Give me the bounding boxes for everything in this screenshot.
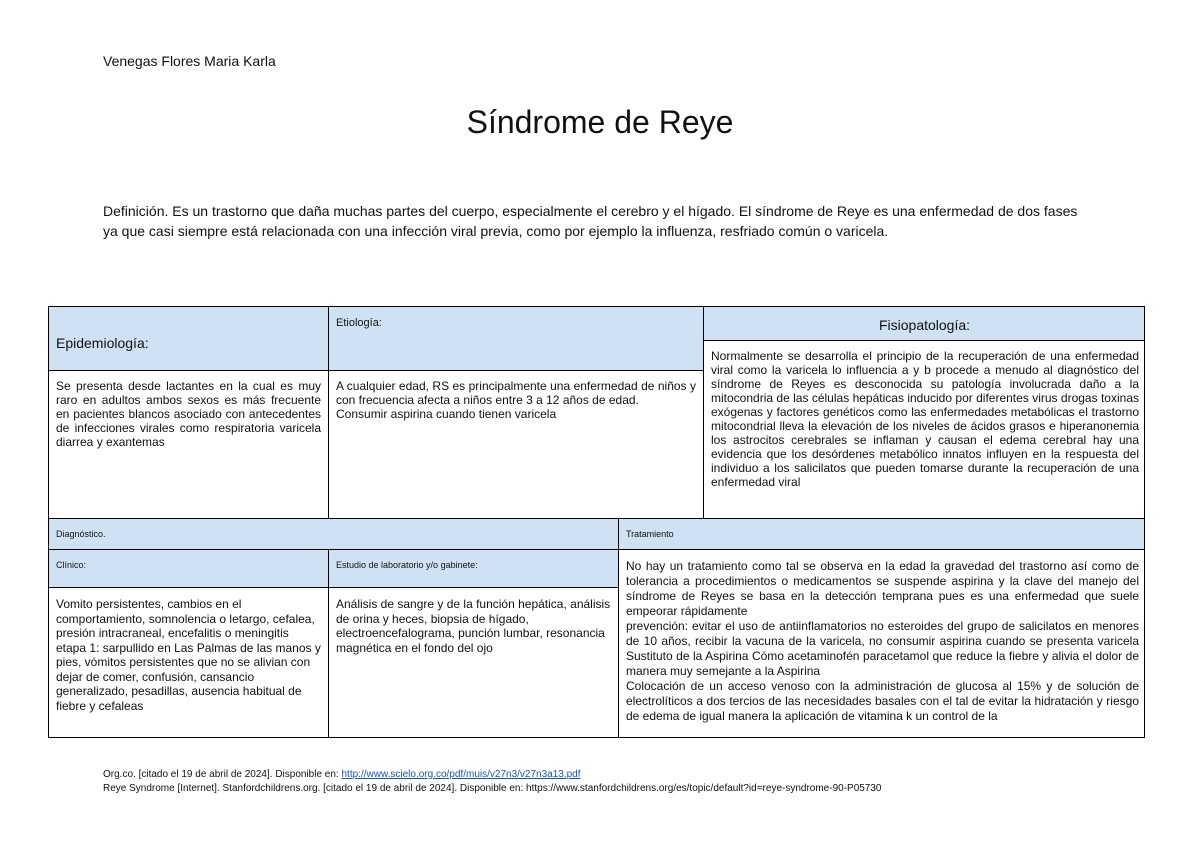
references (103, 768, 882, 796)
laboratorio-text: Análisis de sangre y de la función hepática, análisis de orina y heces, biopsia de hígado, electroencefalograma, punción lumbar, resonancia magnética en el fondo del ojo (329, 588, 619, 738)
author-name: Venegas Flores Maria Karla (103, 53, 276, 69)
tratamiento-header: Tratamiento (619, 519, 1145, 550)
info-table (48, 306, 1145, 738)
tratamiento-text: No hay un tratamiento como tal se observa en la edad la gravedad del trastorno así como de tolerancia a procedimientos o medicamentos se suspende aspirina y la clave del manejo del síndrome de Reyes se basa en la detección temprana pues es una enfermedad que suele empeorar rápidamente prevención: evitar el uso de antiinflamatorios no esteroides del grupo de salicilatos en menores de 10 años, recibir la vacuna de la varicela, no consumir aspirina cuando se presenta varicela Sustituto de la Aspirina Cómo acetaminofén paracetamol que reduce la fiebre y alivia el dolor de manera muy semejante a la Aspirina Colocación de un acceso venoso con la administración de glucosa al 15% y de solución de electrolíticos a dos tercios de las necesidades basales con el tal de evitar la hidratación y riesgo de edema de igual manera la aplicación de vitamina k un control de la (626, 559, 1139, 723)
page-title: Síndrome de Reye (466, 104, 734, 140)
epidemiologia-header: Epidemiología: (49, 307, 329, 371)
etiologia-header: Etiología: (329, 307, 704, 371)
reference-1: Org.co. [citado el 19 de abril de 2024]. Disponible en: http://www.scielo.org.co/pdf/muis/v27n3/v27n3a13.pdf (103, 769, 581, 780)
reference-1-link[interactable]: http://www.scielo.org.co/pdf/muis/v27n3/v27n3a13.pdf (341, 769, 581, 780)
etiologia-text: A cualquier edad, RS es principalmente una enfermedad de niños y con frecuencia afecta a niños entre 3 a 12 años de edad. Consumir aspirina cuando tienen varicela (329, 371, 704, 519)
clinico-header: Clínico: (49, 550, 329, 588)
fisiopatologia-text: Normalmente se desarrolla el principio de la recuperación de una enfermedad viral como la varicela lo influencia a y b procede a menudo al diagnóstico del síndrome de Reyes es desconocida su patología involucrada daño a la mitocondria de las células hepáticas inducido por diferentes virus drogas toxinas exógenas y factores genéticos como las enfermedades metabólicas el trastorno mitocondrial lleva la elevación de los niveles de ácidos grasos e hiperanonemia los astrocitos cerebrales se inflaman y causan el edema cerebral hay una evidencia que los desórdenes metabólico innatos influyen en la respuesta del individuo a los salicilatos que pueden tomarse durante la recuperación de una enfermedad viral (704, 341, 1145, 519)
reference-2: Reye Syndrome [Internet]. Stanfordchildrens.org. [citado el 19 de abril de 2024]. Disponible en: https://www.stanfordchildrens.org/es/topic/default?id=reye-syndrome-90-P05730 (103, 783, 882, 794)
definition-paragraph: Definición. Es un trastorno que daña muchas partes del cuerpo, especialmente el cerebro y el hígado. El síndrome de Reye es una enfermedad de dos fases ya que casi siempre está relacionada con una infección viral previa, como por ejemplo la influenza, resfriado común o varicela. (103, 203, 1078, 239)
laboratorio-header: Estudio de laboratorio y/o gabinete: (329, 550, 619, 588)
fisiopatologia-header: Fisiopatología: (704, 307, 1145, 341)
clinico-text: Vomito persistentes, cambios en el comportamiento, somnolencia o letargo, cefalea, presión intracraneal, encefalitis o meningitis etapa 1: sarpullido en Las Palmas de las manos y pies, vómitos persistentes que no se alivian con dejar de comer, confusión, cansancio generalizado, pesadillas, ausencia habitual de fiebre y cefaleas (49, 588, 329, 738)
epidemiologia-text: Se presenta desde lactantes en la cual es muy raro en adultos ambos sexos es más frecuente en pacientes blancos asociado con antecedentes de infecciones virales como respiratoria varicela diarrea y exantemas (49, 371, 329, 519)
diagnostico-header: Diagnóstico. (49, 519, 619, 550)
